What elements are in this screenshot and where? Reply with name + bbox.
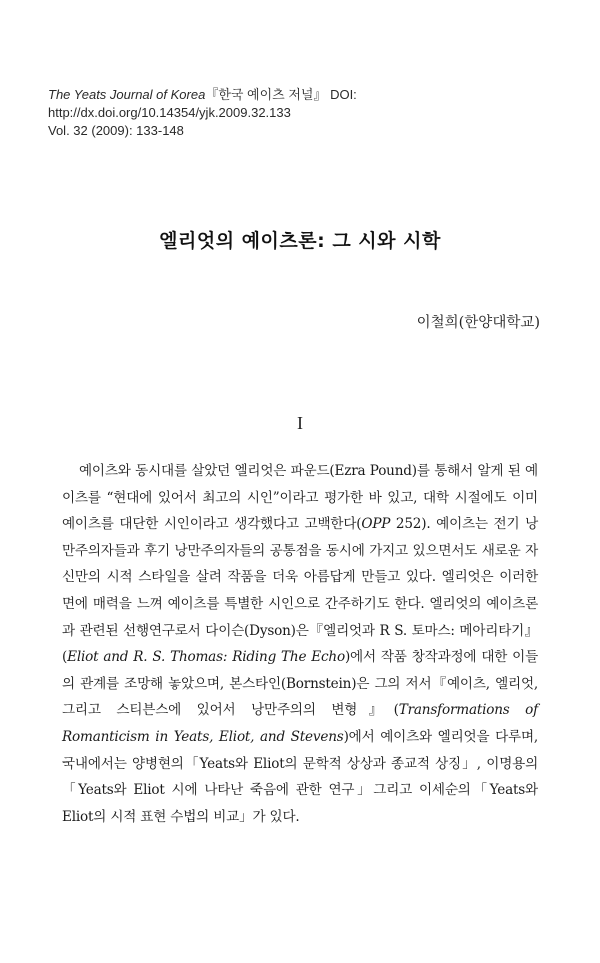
text-run: )에서 예이츠와 엘리엇을 다루며, 국내에서는 양병현의「Yeats와 Eliot의 문학적 상상과 종교적 상징」, 이명용의「Yeats와 Eliot 시에 나타난 죽음에 관한 연구」그리고 이세순의「Yeats와 Eliot의 시적 표현 수법의 비교」가 있다. (62, 728, 539, 825)
book-title-italic: Transformations of Romanticism in Yeats, Eliot, and Stevens (62, 702, 539, 745)
doi-link[interactable]: DOI: http://dx.doi.org/10.14354/yjk.2009.32.133 (48, 87, 357, 120)
text-run: 252). 예이츠는 전기 낭만주의자들과 후기 낭만주의자들의 공통점을 동시에 가지고 있으면서도 새로운 자신만의 시적 스타일을 살려 작품을 더욱 아름답게 만들고 있다. 엘리엇은 이러한 면에 매력을 느껴 예이츠를 특별한 시인으로 간주하기도 한다. 엘리엇의 예이츠론과 관련된 선행연구로서 다이슨(Dyson)은『엘리엇과 R S. 토마스: 메아리타기』( (62, 516, 539, 666)
journal-korean-name: 『한국 예이츠 저널』 (205, 87, 327, 102)
author-affiliation: 이철희(한양대학교) (416, 315, 540, 331)
text-run: )에서 작품 창작과정에 대한 이들의 관계를 조망해 놓았으며, 본스타인(Bornstein)은 그의 저서『예이츠, 엘리엇, 그리고 스티븐스에 있어서 낭만주의의 변형』( (62, 649, 539, 719)
section-heading: I (297, 413, 303, 433)
citation-abbrev: OPP (361, 516, 391, 533)
body-paragraph (62, 458, 538, 830)
journal-citation-line (48, 86, 568, 122)
journal-header (48, 86, 568, 140)
article-title: 엘리엇의 예이츠론: 그 시와 시학 (159, 230, 441, 252)
paragraph-1 (62, 458, 538, 830)
text-run: 예이츠와 동시대를 살았던 엘리엇은 파운드(Ezra Pound)를 통해서 알게 된 예이츠를 “현대에 있어서 최고의 시인”이라고 평가한 바 있고, 대학 시절에도 이미 예이츠를 대단한 시인이라고 생각했다고 고백한다( (62, 463, 538, 533)
volume-info: Vol. 32 (2009): 133-148 (48, 123, 184, 138)
journal-name: The Yeats Journal of Korea (48, 87, 206, 102)
book-title-italic: Eliot and R. S. Thomas: Riding The Echo (67, 649, 345, 666)
